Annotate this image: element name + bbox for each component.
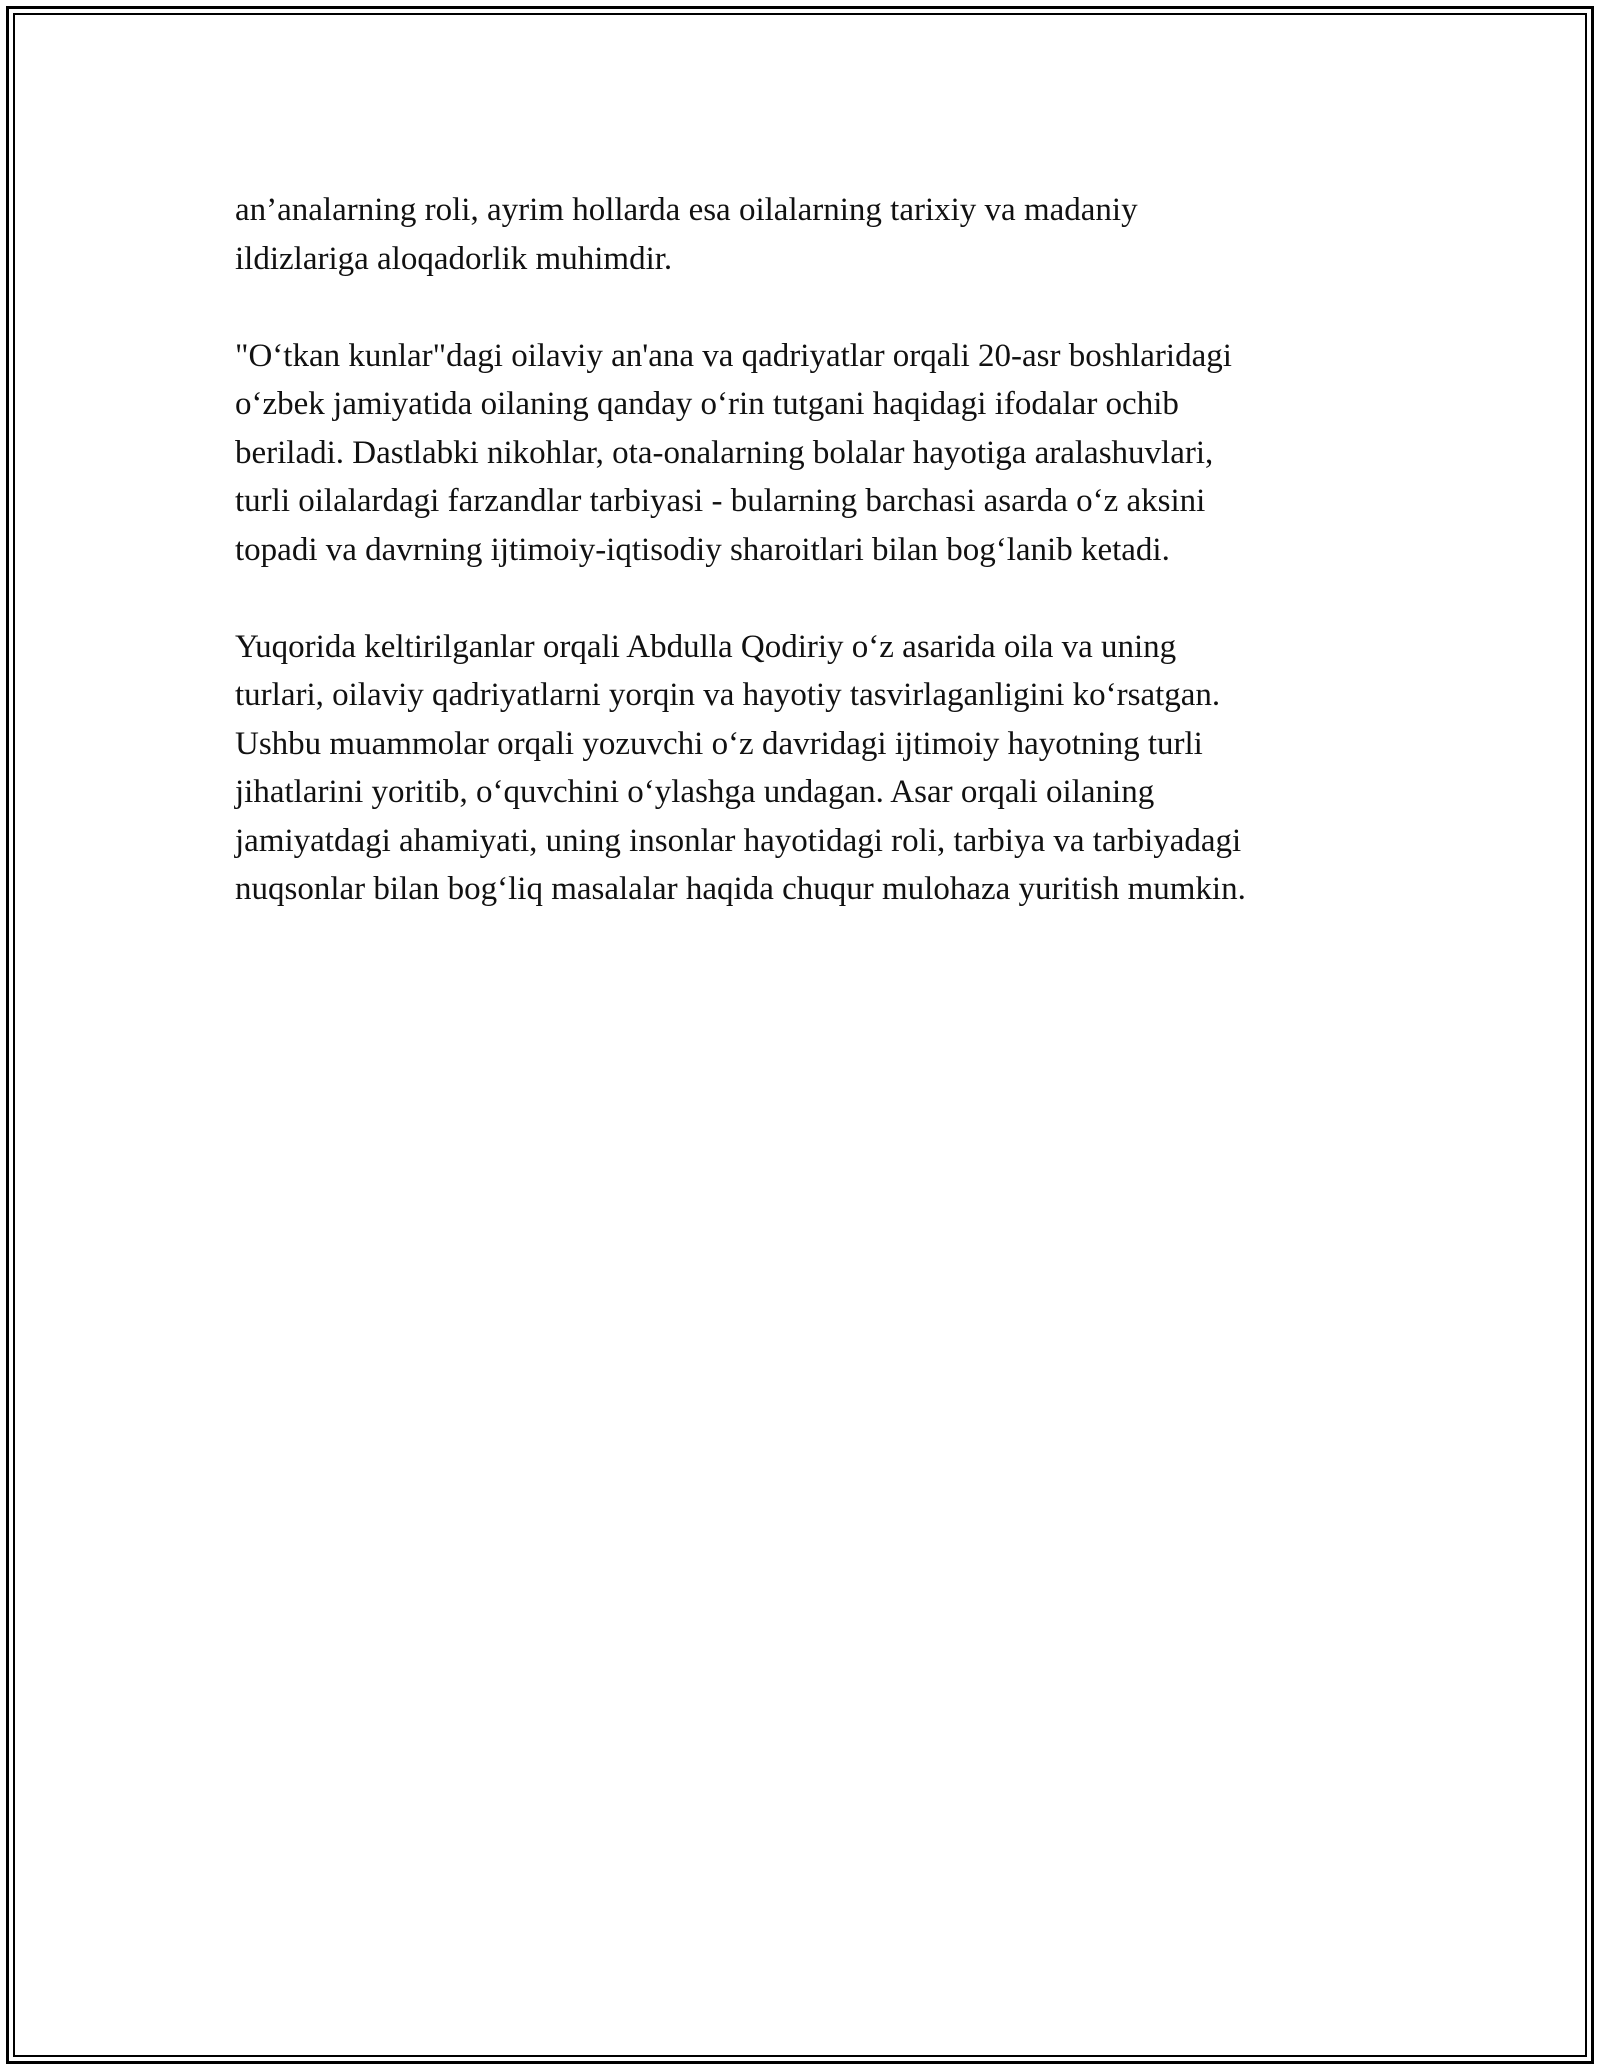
paragraph-3 — [235, 623, 1365, 914]
text-line: an’analarning roli, ayrim hollarda esa oilalarning tarixiy va madaniy — [235, 192, 1138, 228]
text-line: beriladi. Dastlabki nikohlar, ota-onalarning bolalar hayotiga aralashuvlari, — [235, 434, 1214, 471]
text-line: jamiyatdagi ahamiyati, uning insonlar hayotidagi roli, tarbiya va tarbiyadagi — [235, 822, 1242, 859]
text-line: jihatlarini yoritib, o‘quvchini o‘ylashga undagan. Asar orqali oilaning — [235, 774, 1155, 810]
document-body — [235, 186, 1365, 962]
text-line: o‘zbek jamiyatida oilaning qanday o‘rin tutgani haqidagi ifodalar ochib — [235, 386, 1179, 422]
text-line: ildizlariga aloqadorlik muhimdir. — [235, 240, 673, 277]
text-line: turlari, oilaviy qadriyatlarni yorqin va hayotiy tasvirlaganligini ko‘rsatgan. — [235, 677, 1221, 713]
text-line: nuqsonlar bilan bog‘liq masalalar haqida chuqur mulohaza yuritish mumkin. — [235, 871, 1246, 907]
paragraph-2 — [235, 332, 1365, 575]
text-line: Yuqorida keltirilganlar orqali Abdulla Qodiriy o‘z asarida oila va uning — [235, 628, 1177, 665]
text-line: topadi va davrning ijtimoiy-iqtisodiy sharoitlari bilan bog‘lanib ketadi. — [235, 531, 1170, 568]
text-line: Ushbu muammolar orqali yozuvchi o‘z davridagi ijtimoiy hayotning turli — [235, 725, 1203, 762]
paragraph-1 — [235, 186, 1365, 283]
text-line: "O‘tkan kunlar"dagi oilaviy an'ana va qadriyatlar orqali 20-asr boshlaridagi — [235, 337, 1232, 374]
text-line: turli oilalardagi farzandlar tarbiyasi - bularning barchasi asarda o‘z aksini — [235, 483, 1206, 519]
